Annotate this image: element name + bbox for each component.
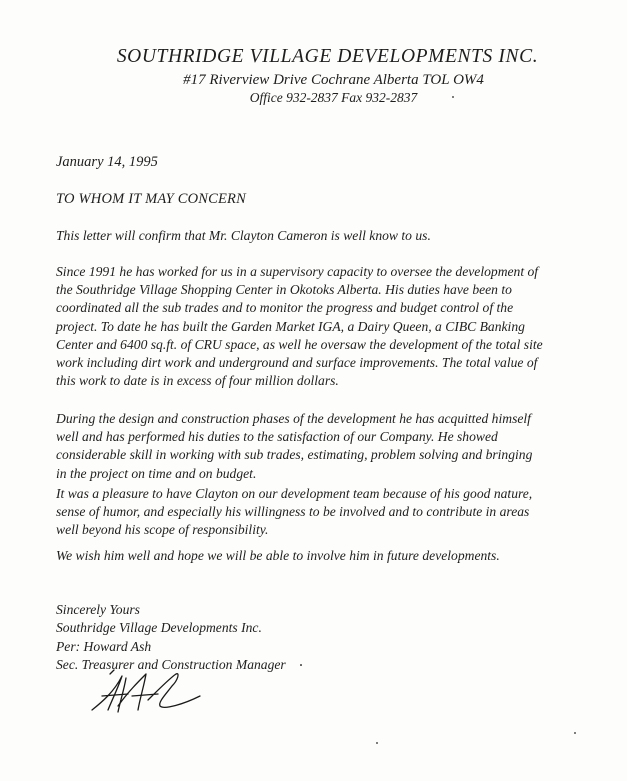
paragraph-line: During the design and construction phases of the development he has acquitted himself (56, 411, 531, 426)
paragraph-line: It was a pleasure to have Clayton on our development team because of his good nature, (56, 486, 533, 501)
paragraph-line: well and has performed his duties to the satisfaction of our Company. He showed (56, 429, 498, 445)
closing-per: Per: Howard Ash (56, 638, 152, 654)
letter-date: January 14, 1995 (56, 154, 158, 170)
paragraph-line: Since 1991 he has worked for us in a supervisory capacity to oversee the development of (56, 264, 539, 279)
paragraph-character (56, 485, 576, 540)
scan-speck (574, 732, 576, 734)
closing-company: Southridge Village Developments Inc. (56, 620, 262, 636)
paragraph-line: well beyond his scope of responsibility. (56, 522, 269, 538)
letterhead-phone: Office 932-2837 Fax 932-2837 (249, 90, 418, 105)
scan-speck (300, 664, 302, 666)
paragraph-line: project. To date he has built the Garden Market IGA, a Dairy Queen, a CIBC Banking (56, 318, 525, 334)
paragraph-line: This letter will confirm that Mr. Clayton Cameron is well know to us. (56, 228, 431, 243)
paragraph-line: sense of humor, and especially his willingness to be involved and to contribute in areas (56, 504, 530, 520)
paragraph-line: this work to date is in excess of four million dollars. (56, 373, 339, 389)
paragraph-line: considerable skill in working with sub trades, estimating, problem solving and bringing (56, 447, 533, 463)
scan-speck (452, 96, 454, 98)
letterhead-company: SOUTHRIDGE VILLAGE DEVELOPMENTS INC. (116, 46, 539, 67)
paragraph-intro (56, 227, 576, 245)
paragraph-line: We wish him well and hope we will be able to involve him in future developments. (56, 548, 500, 563)
paragraph-line: coordinated all the sub trades and to monitor the progress and budget control of the (56, 300, 514, 316)
salutation: TO WHOM IT MAY CONCERN (56, 191, 246, 207)
paragraph-line: work including dirt work and underground and surface improvements. The total value of (56, 355, 538, 371)
scan-speck (376, 742, 378, 744)
handwritten-signature-icon (88, 666, 208, 718)
closing-title: Sec. Treasurer and Construction Manager (56, 657, 286, 673)
letterhead-address: #17 Riverview Drive Cochrane Alberta TOL OW4 (183, 72, 484, 88)
paragraph-line: Center and 6400 sq.ft. of CRU space, as well he oversaw the development of the total site (56, 336, 543, 352)
paragraph-line: in the project on time and on budget. (56, 465, 257, 481)
paragraph-experience (56, 263, 576, 390)
valediction: Sincerely Yours (56, 602, 140, 617)
paragraph-line: the Southridge Village Shopping Center in Okotoks Alberta. His duties have been to (56, 282, 512, 298)
paragraph-performance (56, 410, 576, 483)
paragraph-wishes (56, 547, 576, 565)
closing-block (56, 601, 286, 675)
